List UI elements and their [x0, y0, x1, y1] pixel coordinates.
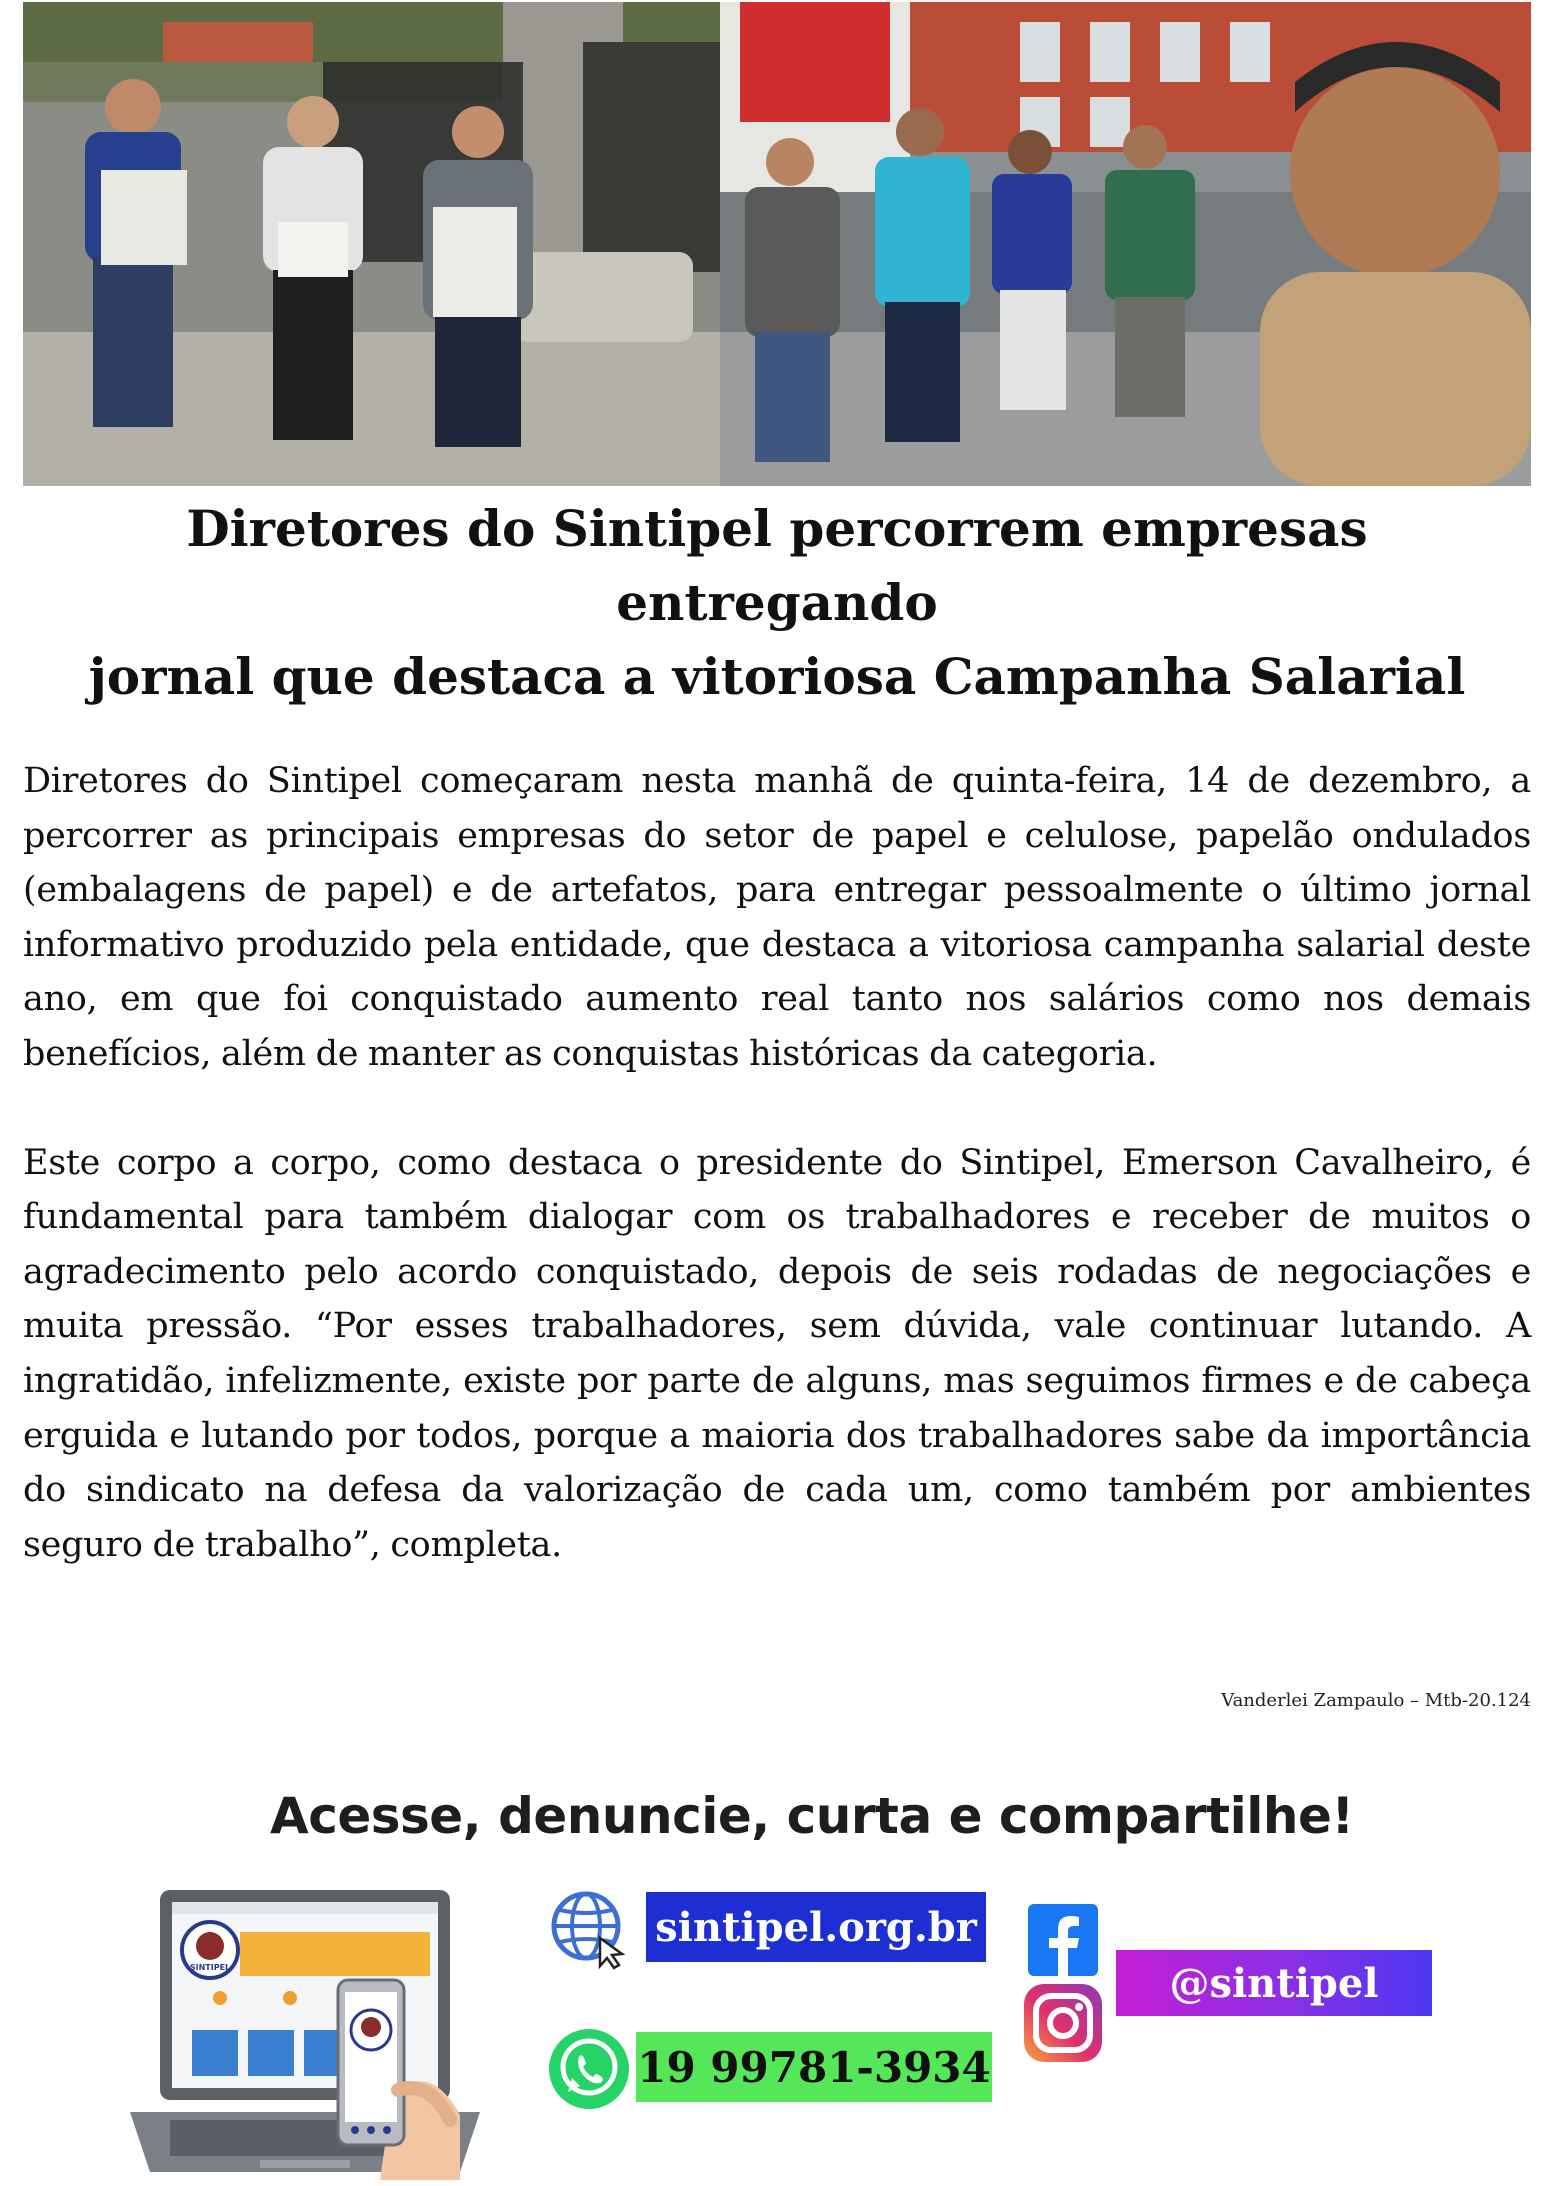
- photo-strip: [23, 2, 1531, 486]
- whatsapp-icon: [546, 2026, 632, 2112]
- article-paragraph-2: Este corpo a corpo, como destaca o presidente do Sintipel, Emerson Cavalheiro, é fundamental para também dialogar com os trabalhadores e receber de muitos o agradecimento pelo acordo conquistado, depois de seis rodadas de negociações e muita pressão. “Por esses trabalhadores, sem dúvida, vale continuar lutando. A ingratidão, infelizmente, existe por parte de alguns, mas seguimos firmes e de cabeça erguida e lutando por todos, porque a maioria dos trabalhadores sabe da importância do sindicato na defesa da valorização de cada um, como também por ambientes seguro de trabalho”, completa.: [23, 1142, 1531, 1565]
- website-link[interactable]: sintipel.org.br: [646, 1892, 986, 1962]
- call-to-action-heading: Acesse, denuncie, curta e compartilhe!: [270, 1787, 1354, 1845]
- article-byline: Vanderlei Zampaulo – Mtb-20.124: [1221, 1690, 1531, 1711]
- article-body: [23, 754, 1531, 1572]
- article-headline: [23, 492, 1531, 714]
- headline-line-3: jornal que destaca a vitoriosa Campanha Salarial: [88, 647, 1466, 706]
- laptop-logo-text: SINTIPEL: [189, 1963, 231, 1972]
- photo-directors-at-gate: [23, 2, 720, 486]
- photo-directors-at-company: [720, 2, 1531, 486]
- globe-icon: [548, 1888, 630, 1970]
- headline-line-1: Diretores do Sintipel percorrem empresas: [186, 499, 1368, 558]
- social-handle[interactable]: @sintipel: [1116, 1950, 1432, 2016]
- facebook-icon[interactable]: [1028, 1904, 1098, 1976]
- instagram-icon[interactable]: [1022, 1982, 1104, 2064]
- laptop-icon: [130, 1880, 580, 2180]
- whatsapp-phone-number[interactable]: 19 99781-3934: [636, 2032, 992, 2102]
- article-paragraph-1: Diretores do Sintipel começaram nesta manhã de quinta-feira, 14 de dezembro, a percorrer as principais empresas do setor de papel e celulose, papelão ondulados (embalagens de papel) e de artefatos, para entregar pessoalmente o último jornal informativo produzido pela entidade, que destaca a vitoriosa campanha salarial deste ano, em que foi conquistado aumento real tanto nos salários como nos demais benefícios, além de manter as conquistas históricas da categoria.: [23, 761, 1531, 1074]
- headline-line-2: entregando: [616, 573, 938, 632]
